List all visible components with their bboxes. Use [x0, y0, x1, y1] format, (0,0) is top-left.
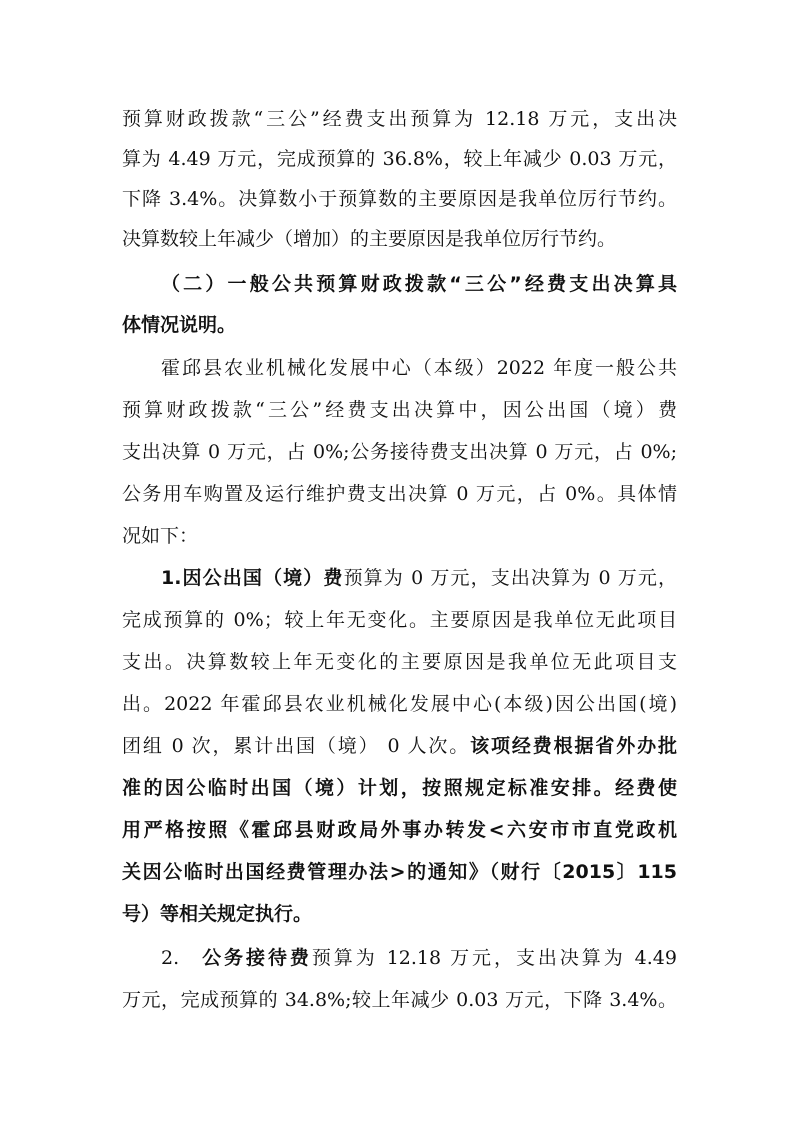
line-text: 2. [161, 947, 180, 969]
paragraph-line [122, 726, 677, 766]
line-bold-text: 公务接待费 [199, 947, 312, 969]
paragraph-line [161, 938, 677, 978]
line-bold-text: 号）等相关规定执行。 [122, 903, 313, 925]
paragraph-line [122, 516, 677, 556]
line-bold-text: 1.因公出国（境）费 [161, 567, 344, 589]
paragraph-line [161, 558, 677, 598]
line-text: 支出。决算数较上年无变化的主要原因是我单位无此项目支 [122, 651, 677, 673]
line-text: 况如下： [122, 525, 199, 547]
line-text: 预算财政拨款“三公”经费支出决算中，因公出国（境）费 [122, 399, 677, 421]
paragraph-line [122, 980, 677, 1020]
line-text: 预算为 12.18 万元，支出决算为 4.49 [311, 947, 677, 969]
line-text: 团组 0 次，累计出国（境） 0 人次。 [122, 735, 471, 757]
line-text: 算为 4.49 万元，完成预算的 36.8%，较上年减少 0.03 万元， [122, 148, 677, 170]
line-text: 决算数较上年减少（增加）的主要原因是我单位厉行节约。 [122, 228, 617, 250]
line-text: 万元，完成预算的 34.8%;较上年减少 0.03 万元，下降 3.4%。 [122, 989, 677, 1011]
paragraph-line [122, 432, 677, 472]
paragraph-line [122, 768, 677, 808]
paragraph-line [122, 139, 677, 179]
paragraph-line [122, 474, 677, 514]
paragraph-line [122, 179, 677, 219]
paragraph-line [122, 600, 677, 640]
line-bold-text: 关因公临时出国经费管理办法>的通知》（财行〔2015〕115 [122, 861, 677, 883]
paragraph-line [122, 99, 677, 139]
paragraph-line [161, 348, 677, 388]
line-text: 公务用车购置及运行维护费支出决算 0 万元，占 0%。具体情 [122, 483, 677, 505]
line-text: 完成预算的 0%；较上年无变化。主要原因是我单位无此项目 [122, 609, 677, 631]
line-bold-text: 用严格按照《霍邱县财政局外事办转发<六安市市直党政机 [122, 819, 677, 841]
paragraph-line [122, 810, 677, 850]
paragraph-line [122, 219, 677, 259]
line-text: 预算为 0 万元，支出决算为 0 万元， [343, 567, 677, 589]
line-text: 支出决算 0 万元，占 0%;公务接待费支出决算 0 万元，占 0%; [122, 441, 677, 463]
paragraph-line [122, 684, 677, 724]
paragraph-line [122, 894, 677, 934]
line-text: 预算财政拨款“三公”经费支出预算为 12.18 万元，支出决 [122, 108, 677, 130]
heading-text: （二）一般公共预算财政拨款“三公”经费支出决算具 [161, 273, 677, 295]
section-heading-line [122, 305, 677, 345]
line-bold-text: 准的因公临时出国（境）计划，按照规定标准安排。经费使 [122, 777, 677, 799]
section-heading-line [161, 264, 677, 304]
heading-text: 体情况说明。 [122, 314, 237, 336]
line-text: 出。2022 年霍邱县农业机械化发展中心(本级)因公出国(境) [122, 693, 677, 715]
paragraph-line [122, 852, 677, 892]
line-text: 下降 3.4%。决算数小于预算数的主要原因是我单位厉行节约。 [122, 188, 677, 210]
paragraph-line [122, 390, 677, 430]
line-bold-text: 该项经费根据省外办批 [470, 735, 677, 757]
line-text: 霍邱县农业机械化发展中心（本级）2022 年度一般公共 [161, 357, 677, 379]
paragraph-line [122, 642, 677, 682]
